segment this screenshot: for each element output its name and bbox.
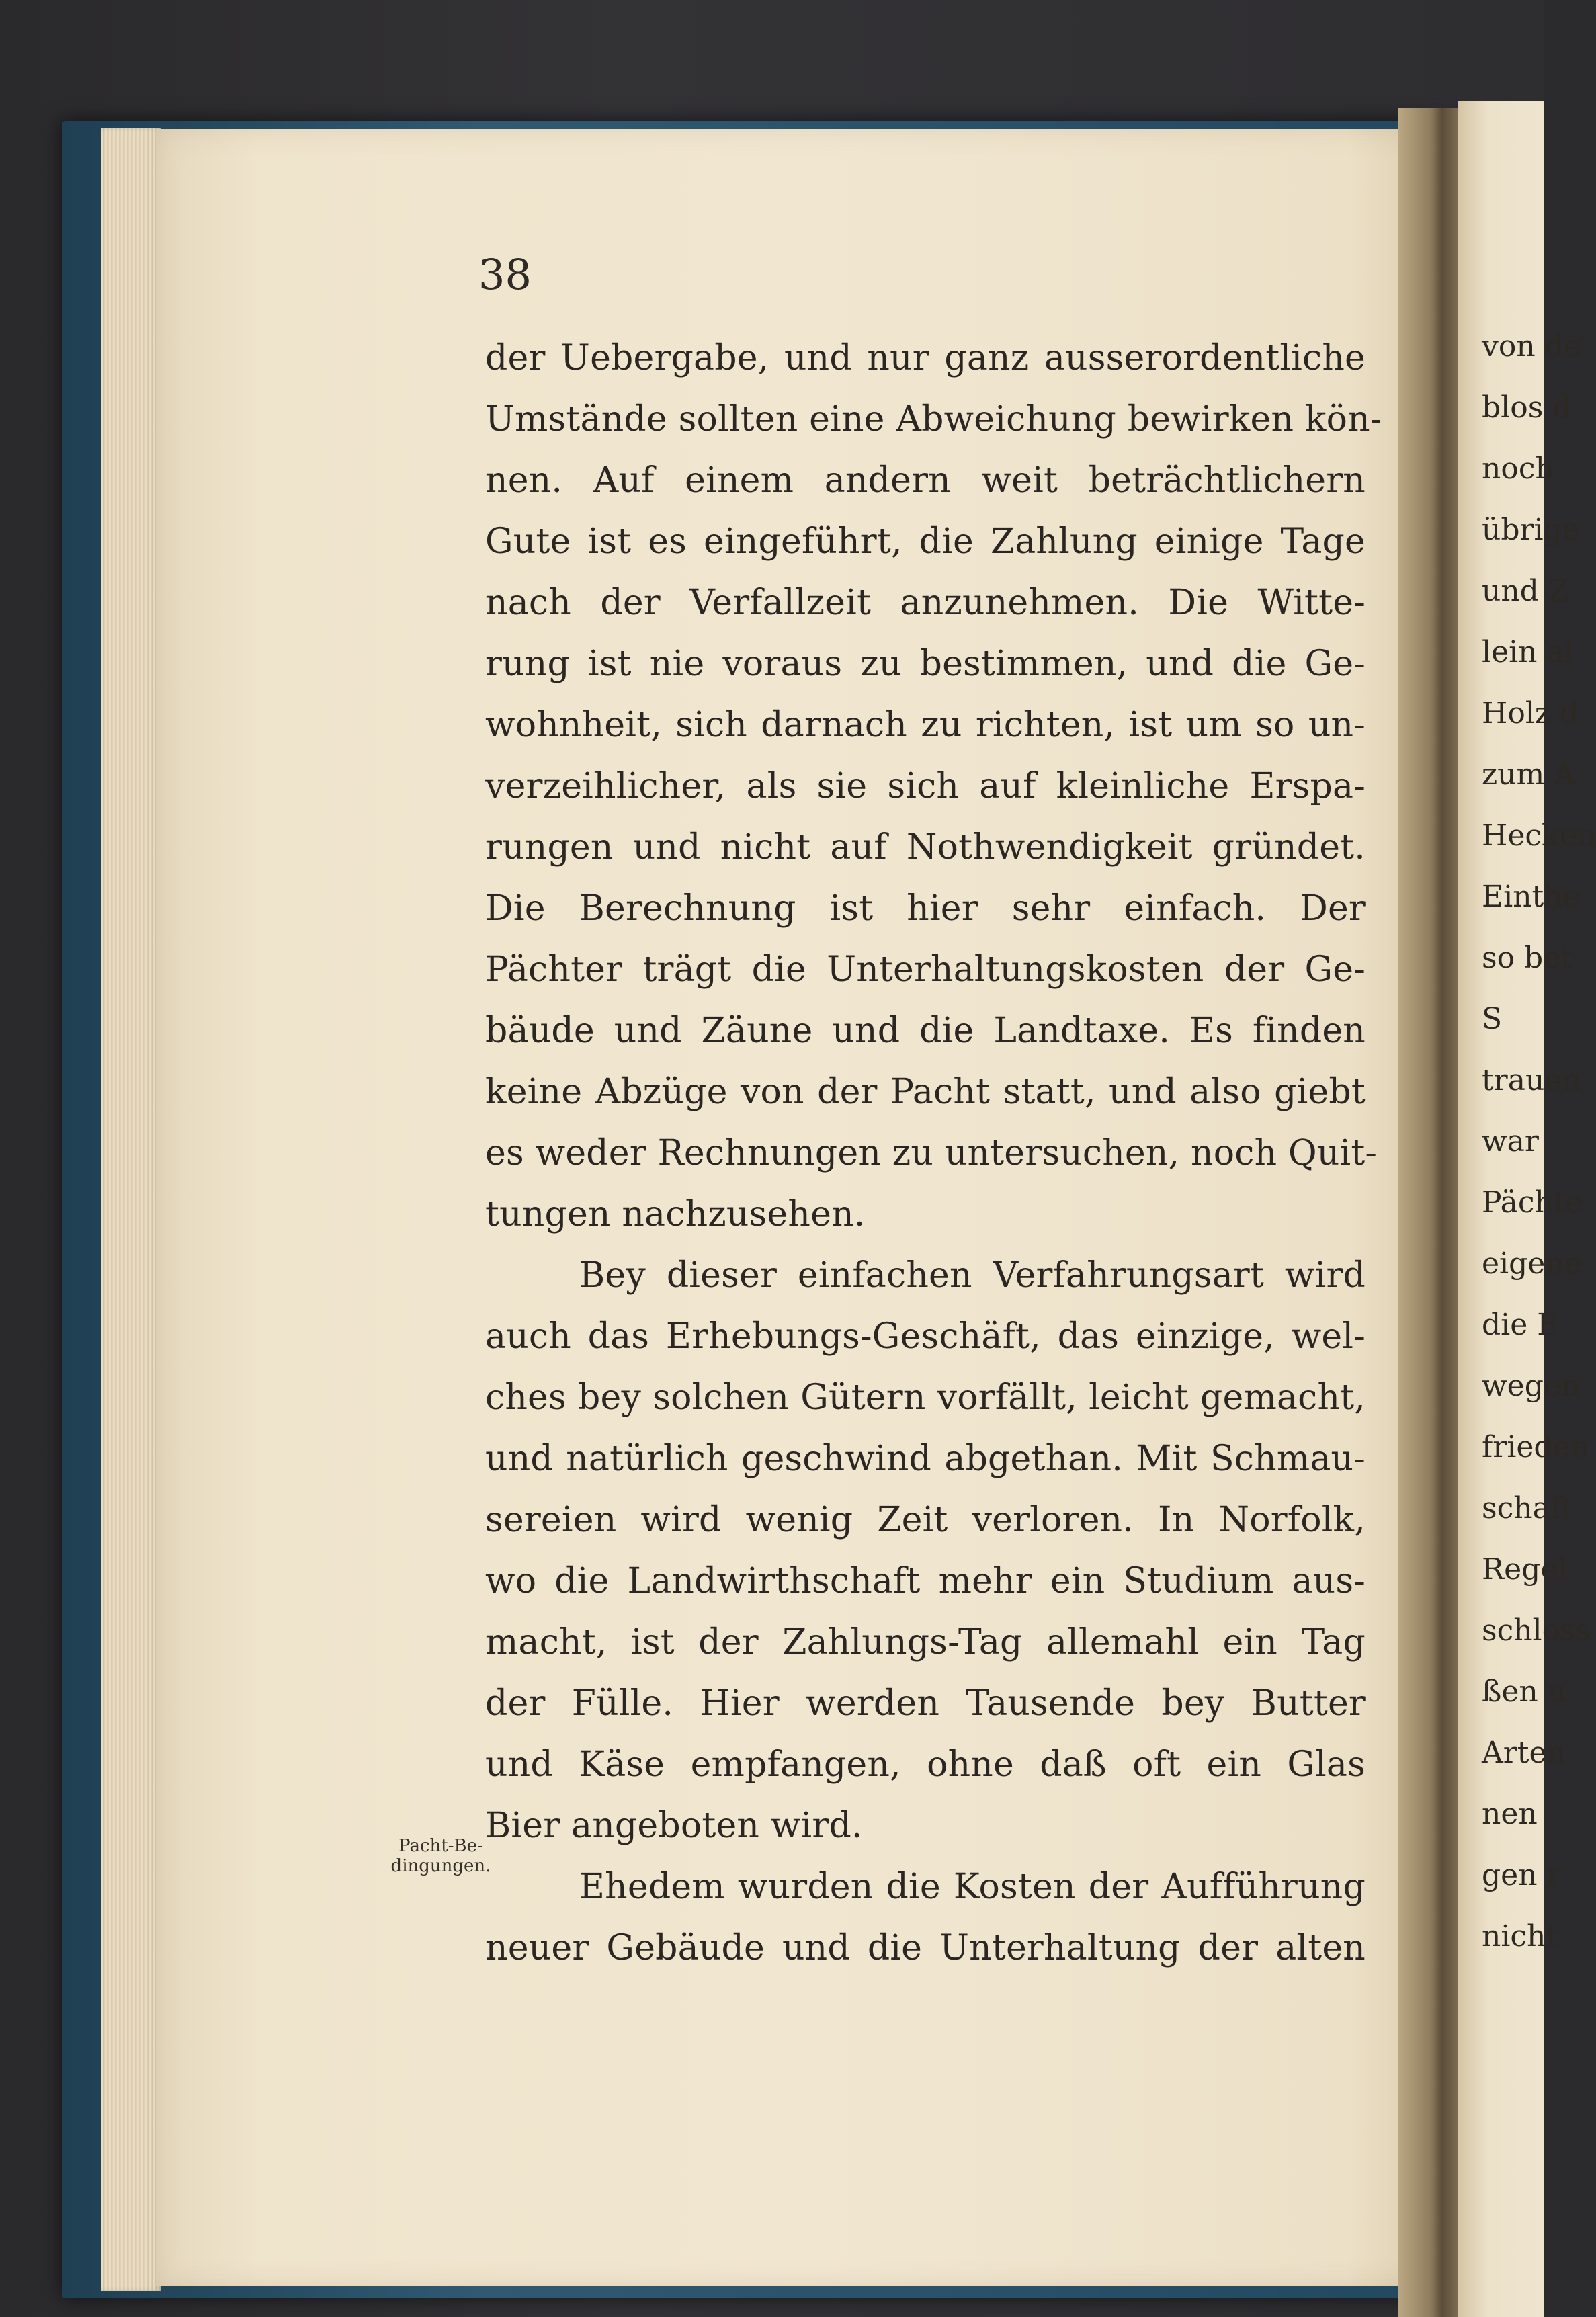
text-line: es weder Rechnungen zu untersuchen, noch Quit- xyxy=(485,1133,1378,1173)
text-line: sereien wird wenig Zeit verloren. In Norfolk, xyxy=(485,1500,1366,1540)
facing-fragment: gen r xyxy=(1482,1858,1561,1892)
facing-fragment: Arten xyxy=(1482,1736,1566,1770)
text-line: Bey dieser einfachen Verfahrungsart wird xyxy=(579,1255,1366,1296)
text-line: bäude und Zäune und die Landtaxe. Es finden xyxy=(485,1011,1366,1051)
text-line: Umstände sollten eine Abweichung bewirken kön- xyxy=(485,399,1382,439)
facing-fragment: zum A xyxy=(1482,757,1576,792)
text-line: tungen nachzusehen. xyxy=(485,1194,866,1234)
text-line: der Uebergabe, und nur ganz ausserordentliche xyxy=(485,338,1366,378)
body-text xyxy=(485,328,1382,1979)
margin-note xyxy=(374,1836,508,1876)
text-line: verzeihlicher, als sie sich auf kleinliche Erspa- xyxy=(485,766,1366,806)
text-line: nach der Verfallzeit anzunehmen. Die Witte- xyxy=(485,583,1366,623)
facing-fragment: Einthe xyxy=(1482,880,1581,914)
facing-fragment: lein al xyxy=(1482,635,1574,669)
text-line: keine Abzüge von der Pacht statt, und also giebt xyxy=(485,1072,1366,1112)
facing-fragment: die E xyxy=(1482,1308,1559,1342)
facing-fragment: und Z xyxy=(1482,574,1569,608)
text-line: neuer Gebäude und die Unterhaltung der alten xyxy=(485,1928,1366,1968)
facing-fragment: nicht xyxy=(1482,1919,1558,1953)
text-line: ches bey solchen Gütern vorfällt, leicht gemacht, xyxy=(485,1378,1366,1418)
facing-fragment: so bet xyxy=(1482,941,1572,975)
text-line: rung ist nie voraus zu bestimmen, und die Ge- xyxy=(485,644,1366,684)
facing-fragment: nen xyxy=(1482,1797,1538,1831)
facing-fragment: wegen xyxy=(1482,1369,1581,1403)
facing-fragment: übrige xyxy=(1482,513,1580,547)
text-line: und Käse empfangen, ohne daß oft ein Glas xyxy=(485,1744,1366,1785)
page-number: 38 xyxy=(478,250,532,299)
text-line: Bier angeboten wird. xyxy=(485,1806,863,1846)
margin-note-line: dingungen. xyxy=(390,1856,491,1876)
text-line: Die Berechnung ist hier sehr einfach. Der xyxy=(485,888,1366,929)
text-line: Ehedem wurden die Kosten der Aufführung xyxy=(579,1867,1366,1907)
facing-fragment: Regel xyxy=(1482,1552,1568,1587)
margin-note-line: Pacht-Be- xyxy=(398,1836,483,1856)
text-line: der Fülle. Hier werden Tausende bey Butter xyxy=(485,1683,1366,1724)
text-line: macht, ist der Zahlungs-Tag allemahl ein Tag xyxy=(485,1622,1366,1662)
text-line: rungen und nicht auf Nothwendigkeit gründet. xyxy=(485,827,1366,868)
facing-fragment: Pächte xyxy=(1482,1185,1583,1220)
facing-fragment: eigene xyxy=(1482,1247,1582,1281)
facing-fragment: ßen u xyxy=(1482,1675,1567,1709)
facing-fragment: schloss xyxy=(1482,1613,1591,1648)
facing-fragment: S xyxy=(1482,1002,1503,1036)
text-line: wo die Landwirthschaft mehr ein Studium aus- xyxy=(485,1561,1366,1601)
facing-fragment: Holz d xyxy=(1482,696,1579,730)
text-line: Gute ist es eingeführt, die Zahlung einige Tage xyxy=(485,521,1366,562)
text-line: und natürlich geschwind abgethan. Mit Schmau- xyxy=(485,1439,1366,1479)
text-line: nen. Auf einem andern weit beträchtlichern xyxy=(485,460,1366,501)
text-line: Pächter trägt die Unterhaltungskosten der Ge- xyxy=(485,950,1366,990)
facing-page-text xyxy=(1482,316,1596,1967)
facing-fragment: blos d xyxy=(1482,390,1572,425)
facing-fragment: von de xyxy=(1482,329,1581,364)
text-line: wohnheit, sich darnach zu richten, ist um so un- xyxy=(485,705,1366,745)
text-line: auch das Erhebungs-Geschäft, das einzige, wel- xyxy=(485,1316,1366,1357)
facing-fragment: Hecken xyxy=(1482,818,1596,853)
facing-fragment: trauen xyxy=(1482,1063,1581,1097)
facing-fragment: war xyxy=(1482,1124,1539,1158)
facing-fragment: schaft xyxy=(1482,1491,1573,1525)
facing-fragment: frieden xyxy=(1482,1430,1589,1464)
facing-fragment: noch xyxy=(1482,452,1554,486)
